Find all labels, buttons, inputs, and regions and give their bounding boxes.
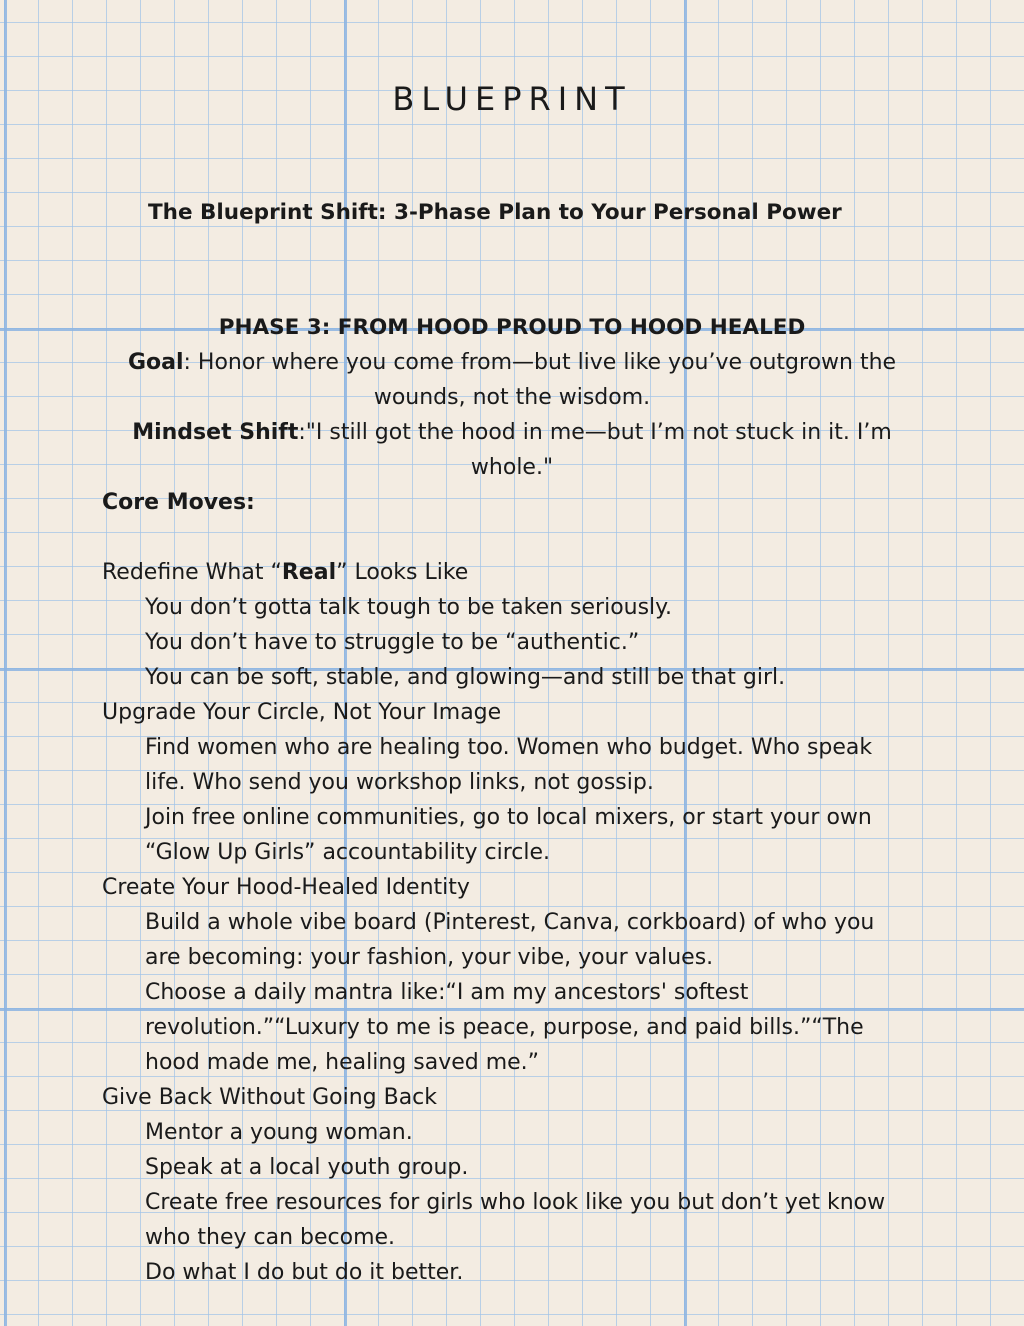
move-section <box>102 870 922 1080</box>
move-heading: Upgrade Your Circle, Not Your Image <box>102 700 502 725</box>
list-item: Create free resources for girls who look like you but don’t yet know who they can become. <box>145 1190 886 1250</box>
move-heading-text: Redefine What “ <box>102 560 282 585</box>
mindset-label: Mindset Shift <box>132 420 299 445</box>
document-title: The Blueprint Shift: 3-Phase Plan to Your Personal Power <box>148 200 842 225</box>
list-item: Build a whole vibe board (Pinterest, Canva, corkboard) of who you are becoming: your fashion, your vibe, your values. <box>145 910 875 970</box>
move-section <box>102 1080 922 1290</box>
list-item: You can be soft, stable, and glowing—and still be that girl. <box>145 665 786 690</box>
goal-line <box>102 345 922 415</box>
goal-label: Goal <box>127 350 184 375</box>
move-section <box>102 555 922 695</box>
core-moves-label: Core Moves: <box>102 490 255 515</box>
brand-logo: BLUEPRINT <box>392 80 632 118</box>
goal-text: : Honor where you come from—but live like you’ve outgrown the wounds, not the wisdom. <box>183 350 897 410</box>
move-heading: Create Your Hood-Healed Identity <box>102 875 470 900</box>
list-item: You don’t have to struggle to be “authentic.” <box>145 630 640 655</box>
list-item: Find women who are healing too. Women who budget. Who speak life. Who send you workshop links, not gossip. <box>145 735 873 795</box>
list-item: Mentor a young woman. <box>145 1120 413 1145</box>
phase-heading: PHASE 3: FROM HOOD PROUD TO HOOD HEALED <box>218 315 806 340</box>
move-heading-text: ” Looks Like <box>336 560 469 585</box>
mindset-line <box>102 415 922 485</box>
move-section <box>102 695 922 870</box>
move-heading: Give Back Without Going Back <box>102 1085 438 1110</box>
spacer <box>102 520 922 555</box>
list-item: Speak at a local youth group. <box>145 1155 469 1180</box>
mindset-text: :"I still got the hood in me—but I’m not stuck in it. I’m whole." <box>298 420 892 480</box>
list-item: Do what I do but do it better. <box>145 1260 464 1285</box>
list-item: Choose a daily mantra like:“I am my ancestors' softest revolution.”“Luxury to me is peace, purpose, and paid bills.”“The hood made me, healing saved me.” <box>145 980 864 1075</box>
move-heading <box>102 555 922 590</box>
list-item: You don’t gotta talk tough to be taken seriously. <box>145 595 673 620</box>
list-item: Join free online communities, go to local mixers, or start your own “Glow Up Girls” accountability circle. <box>145 805 872 865</box>
document-body <box>102 310 922 1290</box>
move-heading-emphasis: Real <box>281 560 337 585</box>
